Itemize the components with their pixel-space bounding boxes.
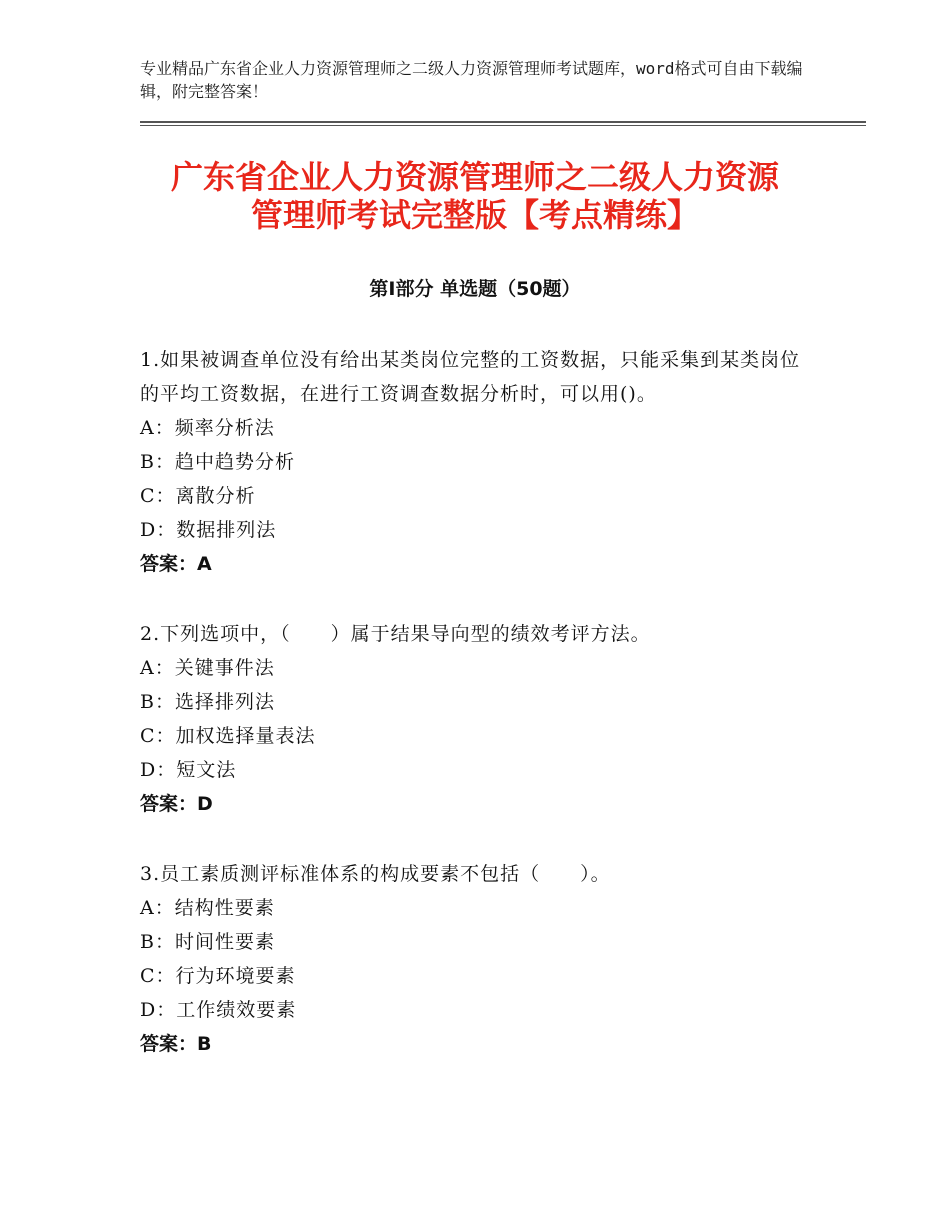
header-divider-thin bbox=[140, 125, 866, 126]
answer-label: 答案：D bbox=[140, 793, 213, 815]
question-stem: 3.员工素质测评标准体系的构成要素不包括（ ）。 bbox=[140, 863, 611, 885]
option-d: D：工作绩效要素 bbox=[140, 999, 297, 1021]
document-title bbox=[120, 158, 830, 234]
question-stem: 1.如果被调查单位没有给出某类岗位完整的工资数据，只能采集到某类岗位的平均工资数据，在进行工资调查数据分析时，可以用()。 bbox=[140, 349, 801, 405]
option-c: C：行为环境要素 bbox=[140, 965, 296, 987]
option-c: C：加权选择量表法 bbox=[140, 725, 316, 747]
option-a: A：结构性要素 bbox=[140, 897, 275, 919]
question-stem: 2.下列选项中，（ ）属于结果导向型的绩效考评方法。 bbox=[140, 623, 651, 645]
option-b: B：趋中趋势分析 bbox=[140, 451, 295, 473]
option-a: A：频率分析法 bbox=[140, 417, 275, 439]
question-list bbox=[140, 343, 810, 1097]
option-b: B：选择排列法 bbox=[140, 691, 275, 713]
document-title-line-2: 管理师考试完整版【考点精练】 bbox=[250, 196, 699, 234]
answer-label: 答案：B bbox=[140, 1033, 212, 1055]
header-note: 专业精品广东省企业人力资源管理师之二级人力资源管理师考试题库，word格式可自由下载编辑，附完整答案！ bbox=[140, 59, 803, 101]
option-d: D：数据排列法 bbox=[140, 519, 277, 541]
option-b: B：时间性要素 bbox=[140, 931, 275, 953]
document-title-line-1: 广东省企业人力资源管理师之二级人力资源 bbox=[170, 158, 779, 196]
question-2 bbox=[140, 617, 810, 821]
header-divider-thick bbox=[140, 121, 866, 123]
question-3 bbox=[140, 857, 810, 1061]
answer-label: 答案：A bbox=[140, 553, 212, 575]
option-a: A：关键事件法 bbox=[140, 657, 275, 679]
question-1 bbox=[140, 343, 810, 581]
option-d: D：短文法 bbox=[140, 759, 237, 781]
section-heading: 第I部分 单选题（50题） bbox=[369, 278, 581, 300]
option-c: C：离散分析 bbox=[140, 485, 256, 507]
